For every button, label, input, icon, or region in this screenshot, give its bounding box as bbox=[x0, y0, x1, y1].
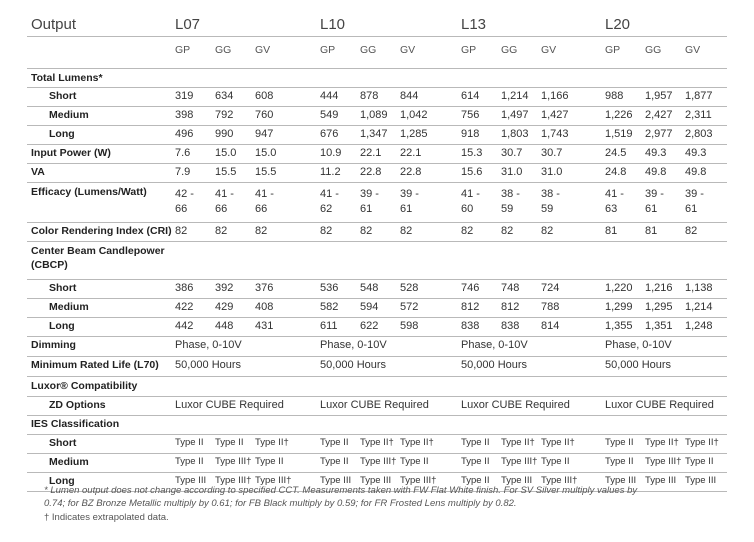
value-cell: 1,347 bbox=[360, 128, 388, 140]
value-cell: 1,877 bbox=[685, 90, 713, 102]
value-cell: 82 bbox=[360, 225, 373, 237]
value-cell: 1,355 bbox=[605, 320, 633, 332]
cb-long-row bbox=[27, 317, 727, 337]
value-cell: Type II bbox=[215, 437, 244, 448]
dimming-label: Dimming bbox=[31, 339, 76, 351]
value-cell: 1,226 bbox=[605, 109, 633, 121]
value-cell: 746 bbox=[461, 282, 480, 294]
value-cell: 15.3 bbox=[461, 147, 483, 159]
value-cell: Type II† bbox=[255, 437, 289, 448]
value-cell: 81 bbox=[605, 225, 618, 237]
value-cell: Type II bbox=[605, 437, 634, 448]
value-cell: 24.8 bbox=[605, 166, 627, 178]
value-cell: 376 bbox=[255, 282, 274, 294]
value-cell: Luxor CUBE Required bbox=[175, 399, 284, 411]
value-cell: 1,351 bbox=[645, 320, 673, 332]
value-cell: Type III† bbox=[215, 456, 252, 467]
value-cell: 594 bbox=[360, 301, 379, 313]
value-cell: 41 - bbox=[255, 188, 274, 200]
value-cell: 812 bbox=[501, 301, 520, 313]
value-cell: 61 bbox=[685, 203, 698, 215]
value-cell: 15.6 bbox=[461, 166, 483, 178]
value-cell: 448 bbox=[215, 320, 234, 332]
value-cell: Phase, 0-10V bbox=[605, 339, 672, 351]
value-cell: Type II† bbox=[360, 437, 394, 448]
subheader-gv: GV bbox=[255, 44, 271, 56]
value-cell: Type III† bbox=[215, 475, 252, 486]
value-cell: Type III† bbox=[541, 475, 578, 486]
value-cell: 82 bbox=[320, 225, 333, 237]
value-cell: 42 - bbox=[175, 188, 194, 200]
model-header-l07: L07 bbox=[175, 16, 201, 33]
subheader-gp: GP bbox=[605, 44, 621, 56]
value-cell: 442 bbox=[175, 320, 194, 332]
value-cell: 838 bbox=[501, 320, 520, 332]
value-cell: 760 bbox=[255, 109, 274, 121]
value-cell: 2,803 bbox=[685, 128, 713, 140]
cri-row bbox=[27, 222, 727, 242]
value-cell: 15.0 bbox=[255, 147, 277, 159]
value-cell: 422 bbox=[175, 301, 194, 313]
value-cell: Type III† bbox=[360, 456, 397, 467]
value-cell: Phase, 0-10V bbox=[175, 339, 242, 351]
subheader-gv: GV bbox=[400, 44, 416, 56]
value-cell: 63 bbox=[605, 203, 618, 215]
value-cell: 59 bbox=[541, 203, 554, 215]
value-cell: 812 bbox=[461, 301, 480, 313]
value-cell: 49.8 bbox=[685, 166, 707, 178]
cb-short-row bbox=[27, 279, 727, 299]
zd-label: ZD Options bbox=[49, 399, 106, 411]
dimming-row bbox=[27, 336, 727, 357]
value-cell: 39 - bbox=[400, 188, 419, 200]
value-cell: 49.3 bbox=[645, 147, 667, 159]
value-cell: Type II bbox=[320, 456, 349, 467]
value-cell: 41 - bbox=[461, 188, 480, 200]
value-cell: 431 bbox=[255, 320, 274, 332]
value-cell: 814 bbox=[541, 320, 560, 332]
cb-long-label: Long bbox=[49, 320, 75, 332]
value-cell: 38 - bbox=[541, 188, 560, 200]
value-cell: 82 bbox=[685, 225, 698, 237]
value-cell: 15.5 bbox=[215, 166, 237, 178]
value-cell: 392 bbox=[215, 282, 234, 294]
subheader-gp: GP bbox=[175, 44, 191, 56]
value-cell: 7.6 bbox=[175, 147, 191, 159]
tl-long-label: Long bbox=[49, 128, 75, 140]
value-cell: 31.0 bbox=[501, 166, 523, 178]
value-cell: 22.8 bbox=[400, 166, 422, 178]
ies-medium-label: Medium bbox=[49, 456, 89, 468]
tl-medium-row bbox=[27, 106, 727, 126]
value-cell: 50,000 Hours bbox=[461, 359, 528, 371]
value-cell: 62 bbox=[320, 203, 333, 215]
value-cell: Type III† bbox=[501, 456, 538, 467]
value-cell: 41 - bbox=[215, 188, 234, 200]
value-cell: Type II bbox=[320, 437, 349, 448]
efficacy-label: Efficacy (Lumens/Watt) bbox=[31, 186, 147, 198]
value-cell: 792 bbox=[215, 109, 234, 121]
value-cell: 878 bbox=[360, 90, 379, 102]
value-cell: 39 - bbox=[685, 188, 704, 200]
value-cell: 444 bbox=[320, 90, 339, 102]
value-cell: Type II bbox=[461, 437, 490, 448]
value-cell: 82 bbox=[175, 225, 188, 237]
value-cell: Type II bbox=[175, 437, 204, 448]
va-label: VA bbox=[31, 166, 45, 178]
value-cell: 1,497 bbox=[501, 109, 529, 121]
cbcp-label-2: (CBCP) bbox=[31, 259, 68, 271]
value-cell: 947 bbox=[255, 128, 274, 140]
model-header-l13: L13 bbox=[461, 16, 487, 33]
value-cell: 536 bbox=[320, 282, 339, 294]
value-cell: 844 bbox=[400, 90, 419, 102]
tl-short-label: Short bbox=[49, 90, 77, 102]
value-cell: 22.1 bbox=[400, 147, 422, 159]
value-cell: 1,519 bbox=[605, 128, 633, 140]
output-header: Output bbox=[31, 16, 77, 33]
value-cell: Type II bbox=[541, 456, 570, 467]
footnote-line-2: 0.74; for BZ Bronze Metallic multiply by 0.61; for FB Black multiply by 0.59; for FR Frosted Lens multiply by 0.82. bbox=[44, 498, 517, 509]
ies-long-label: Long bbox=[49, 475, 75, 487]
cbcp-row bbox=[27, 241, 727, 280]
value-cell: 1,042 bbox=[400, 109, 428, 121]
value-cell: 572 bbox=[400, 301, 419, 313]
value-cell: 82 bbox=[255, 225, 268, 237]
value-cell: 66 bbox=[215, 203, 228, 215]
value-cell: 398 bbox=[175, 109, 194, 121]
value-cell: Type II† bbox=[645, 437, 679, 448]
value-cell: 2,311 bbox=[685, 109, 712, 121]
value-cell: 990 bbox=[215, 128, 234, 140]
min-life-row bbox=[27, 356, 727, 377]
value-cell: 634 bbox=[215, 90, 234, 102]
value-cell: 30.7 bbox=[501, 147, 523, 159]
value-cell: Type II bbox=[400, 456, 429, 467]
value-cell: Type III† bbox=[645, 456, 682, 467]
value-cell: Type II† bbox=[685, 437, 719, 448]
value-cell: 30.7 bbox=[541, 147, 563, 159]
value-cell: 22.8 bbox=[360, 166, 382, 178]
value-cell: 2,977 bbox=[645, 128, 673, 140]
footnote-line-1: * Lumen output does not change according to specified CCT. Measurements taken with FW Flat White finish. For SV Silver multiply values by bbox=[44, 485, 638, 496]
value-cell: 2,427 bbox=[645, 109, 673, 121]
value-cell: 496 bbox=[175, 128, 194, 140]
value-cell: 59 bbox=[501, 203, 514, 215]
input-power-label: Input Power (W) bbox=[31, 147, 111, 159]
value-cell: 31.0 bbox=[541, 166, 563, 178]
value-cell: 1,216 bbox=[645, 282, 673, 294]
value-cell: Luxor CUBE Required bbox=[320, 399, 429, 411]
subheader-gg: GG bbox=[501, 44, 518, 56]
value-cell: Type II† bbox=[501, 437, 535, 448]
cbcp-label-1: Center Beam Candlepower bbox=[31, 245, 165, 257]
value-cell: 1,220 bbox=[605, 282, 633, 294]
tl-medium-label: Medium bbox=[49, 109, 89, 121]
value-cell: 49.3 bbox=[685, 147, 707, 159]
value-cell: 82 bbox=[541, 225, 554, 237]
value-cell: 582 bbox=[320, 301, 339, 313]
value-cell: Type II bbox=[461, 456, 490, 467]
value-cell: 60 bbox=[461, 203, 474, 215]
efficacy-row bbox=[27, 182, 727, 223]
model-header-l10: L10 bbox=[320, 16, 346, 33]
value-cell: 38 - bbox=[501, 188, 520, 200]
value-cell: Type II bbox=[461, 475, 490, 486]
tl-short-row bbox=[27, 87, 727, 107]
value-cell: 1,166 bbox=[541, 90, 569, 102]
value-cell: Type II bbox=[175, 456, 204, 467]
value-cell: 82 bbox=[501, 225, 514, 237]
value-cell: 22.1 bbox=[360, 147, 382, 159]
value-cell: 748 bbox=[501, 282, 520, 294]
value-cell: 39 - bbox=[360, 188, 379, 200]
total-lumens-row bbox=[27, 68, 727, 88]
subheader-gp: GP bbox=[320, 44, 336, 56]
value-cell: Type III bbox=[685, 475, 717, 486]
value-cell: 10.9 bbox=[320, 147, 342, 159]
value-cell: 788 bbox=[541, 301, 560, 313]
value-cell: 50,000 Hours bbox=[175, 359, 242, 371]
value-cell: Type II† bbox=[541, 437, 575, 448]
value-cell: 82 bbox=[400, 225, 413, 237]
value-cell: 82 bbox=[215, 225, 228, 237]
value-cell: 549 bbox=[320, 109, 339, 121]
value-cell: Type III bbox=[501, 475, 533, 486]
ies-row bbox=[27, 415, 727, 435]
value-cell: 1,957 bbox=[645, 90, 673, 102]
luxor-row bbox=[27, 376, 727, 397]
value-cell: 598 bbox=[400, 320, 419, 332]
subheader-gv: GV bbox=[541, 44, 557, 56]
value-cell: 24.5 bbox=[605, 147, 627, 159]
footnote bbox=[44, 484, 684, 510]
value-cell: 611 bbox=[320, 320, 338, 332]
value-cell: 756 bbox=[461, 109, 480, 121]
value-cell: 838 bbox=[461, 320, 480, 332]
ies-label: IES Classification bbox=[31, 418, 120, 430]
total-lumens-label: Total Lumens* bbox=[31, 72, 103, 84]
value-cell: 622 bbox=[360, 320, 379, 332]
value-cell: Type III bbox=[320, 475, 352, 486]
value-cell: 15.0 bbox=[215, 147, 237, 159]
value-cell: Type III bbox=[360, 475, 392, 486]
value-cell: 81 bbox=[645, 225, 658, 237]
value-cell: 528 bbox=[400, 282, 419, 294]
value-cell: 1,248 bbox=[685, 320, 713, 332]
value-cell: 1,089 bbox=[360, 109, 388, 121]
value-cell: Type II† bbox=[400, 437, 434, 448]
value-cell: 1,427 bbox=[541, 109, 569, 121]
cb-medium-label: Medium bbox=[49, 301, 89, 313]
zd-row bbox=[27, 396, 727, 416]
subheader-row bbox=[27, 36, 727, 69]
footnote-extrapolated: † Indicates extrapolated data. bbox=[44, 512, 169, 523]
value-cell: 61 bbox=[645, 203, 658, 215]
value-cell: Type III† bbox=[400, 475, 437, 486]
luxor-label: Luxor® Compatibility bbox=[31, 380, 138, 392]
value-cell: Luxor CUBE Required bbox=[461, 399, 570, 411]
subheader-gp: GP bbox=[461, 44, 477, 56]
value-cell: 918 bbox=[461, 128, 480, 140]
cb-medium-row bbox=[27, 298, 727, 318]
value-cell: 66 bbox=[255, 203, 268, 215]
cri-label: Color Rendering Index (CRI) bbox=[31, 225, 172, 237]
value-cell: 408 bbox=[255, 301, 274, 313]
value-cell: 429 bbox=[215, 301, 234, 313]
value-cell: 11.2 bbox=[320, 166, 341, 178]
value-cell: 50,000 Hours bbox=[605, 359, 672, 371]
cb-short-label: Short bbox=[49, 282, 77, 294]
value-cell: Luxor CUBE Required bbox=[605, 399, 714, 411]
value-cell: 1,138 bbox=[685, 282, 713, 294]
ies-short-label: Short bbox=[49, 437, 77, 449]
subheader-gg: GG bbox=[360, 44, 377, 56]
value-cell: Type II bbox=[605, 456, 634, 467]
subheader-gv: GV bbox=[685, 44, 701, 56]
value-cell: 66 bbox=[175, 203, 188, 215]
subheader-gg: GG bbox=[215, 44, 232, 56]
value-cell: 676 bbox=[320, 128, 339, 140]
value-cell: 1,803 bbox=[501, 128, 529, 140]
ies-medium-row bbox=[27, 453, 727, 473]
value-cell: 614 bbox=[461, 90, 480, 102]
subheader-gg: GG bbox=[645, 44, 662, 56]
value-cell: Phase, 0-10V bbox=[320, 339, 387, 351]
value-cell: Type III† bbox=[255, 475, 292, 486]
value-cell: 548 bbox=[360, 282, 379, 294]
value-cell: 1,214 bbox=[501, 90, 529, 102]
header-row bbox=[27, 10, 727, 37]
va-row bbox=[27, 163, 727, 183]
value-cell: 724 bbox=[541, 282, 560, 294]
value-cell: 1,285 bbox=[400, 128, 428, 140]
min-life-label: Minimum Rated Life (L70) bbox=[31, 359, 159, 371]
value-cell: 1,214 bbox=[685, 301, 713, 313]
value-cell: 41 - bbox=[605, 188, 624, 200]
value-cell: Type II bbox=[685, 456, 714, 467]
value-cell: 988 bbox=[605, 90, 624, 102]
value-cell: Type III bbox=[175, 475, 207, 486]
value-cell: Type II bbox=[255, 456, 284, 467]
value-cell: 39 - bbox=[645, 188, 664, 200]
value-cell: 608 bbox=[255, 90, 274, 102]
value-cell: 7.9 bbox=[175, 166, 191, 178]
value-cell: 50,000 Hours bbox=[320, 359, 387, 371]
value-cell: 49.8 bbox=[645, 166, 667, 178]
input-power-row bbox=[27, 144, 727, 164]
value-cell: Phase, 0-10V bbox=[461, 339, 528, 351]
tl-long-row bbox=[27, 125, 727, 145]
value-cell: 1,743 bbox=[541, 128, 569, 140]
value-cell: 319 bbox=[175, 90, 194, 102]
value-cell: 61 bbox=[360, 203, 373, 215]
model-header-l20: L20 bbox=[605, 16, 631, 33]
value-cell: 41 - bbox=[320, 188, 339, 200]
ies-short-row bbox=[27, 434, 727, 454]
value-cell: 15.5 bbox=[255, 166, 277, 178]
value-cell: 61 bbox=[400, 203, 413, 215]
value-cell: Type III bbox=[605, 475, 637, 486]
value-cell: 386 bbox=[175, 282, 194, 294]
value-cell: 1,295 bbox=[645, 301, 673, 313]
value-cell: 82 bbox=[461, 225, 474, 237]
value-cell: 1,299 bbox=[605, 301, 633, 313]
value-cell: Type III bbox=[645, 475, 677, 486]
